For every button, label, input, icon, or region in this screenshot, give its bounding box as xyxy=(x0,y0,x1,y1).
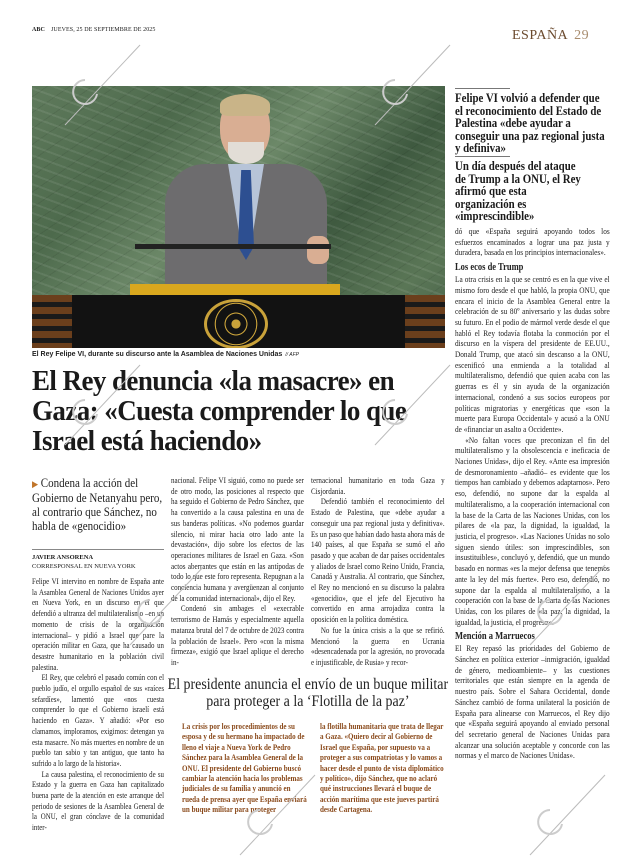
lectern-rail xyxy=(135,244,331,249)
paragraph: «No faltan voces que preconizan el fin del multilateralismo y la obsolescencia e ineficacia de Naciones Unidas», dijo el Rey. «Ante esa impresión de desmoronamiento –añadió– es evidente que los tiempos han cambiado y debemos adaptarnos». Pero eso, defendió, no supone dar la espalda al multilateralismo, a la cooperación internacional con la base de la Carta de las Naciones Unidas, con los pilares de «la paz, la dignidad, la igualdad, la justicia, el progreso». «Las Naciones Unidas no solo siguen siendo útiles: son imprescindibles, son insustituibles», concluyó y, defendió, que un mundo basado en normas «es la mejor defensa que tenemos ante la ley del más fuerte». Pero eso, defendió, no supone dar la espalda al multilateralismo, a la cooperación con la base de la Carta de las Naciones Unidas, con los pilares de «la paz, la dignidad, la igualdad, la justicia, el progreso». xyxy=(455,434,610,627)
divider xyxy=(32,549,164,550)
page-header-left xyxy=(32,27,156,33)
main-photo xyxy=(32,86,445,348)
photo-credit: // AFP xyxy=(285,352,299,358)
paragraph: No fue la única crisis a la que se refirió. Mencionó la guerra en Ucrania «desencadenada por la agresión, no provocada e injustificable, de Rusia» y recor- xyxy=(311,624,445,667)
paragraph: nacional. Felipe VI siguió, como no puede ser de otro modo, las posiciones al respecto que ha seguido el Gobierno de Pedro Sánchez, que ha convertido a la causa palestina en una de sus banderas políticas. «No podemos guardar silencio, ni mirar hacia otro lado ante la devastación», dijo sobre los efectos de las operaciones militares de Israel en Gaza. «Son actos aberrantes que están en las antípodas de todo lo que este foro representa. Repugnan a la conciencia humana y avergüenzan al conjunto de la comunidad internacional», dijo el Rey. xyxy=(171,475,304,603)
paragraph: El Rey, que celebró el pasado común con el pueblo judío, el orgullo español de sus «raíces sefardíes», lamentó que «nos cuesta comprender lo que el Gobierno israelí está haciendo en Gaza». Y añadió: «Por eso clamamos, imploramos, exigimos: detengan ya esta masacre. No más muertes en nombre de un pueblo tan sabio y tan antiguo, que tanto ha sufrido a lo largo de la historia». xyxy=(32,672,164,768)
subheading: Los ecos de Trump xyxy=(455,262,524,274)
sidebar-headline: El presidente anuncia el envío de un buque militar para proteger a la ‘Flotilla de la paz’ xyxy=(167,676,449,710)
pullquote-1: Felipe VI volvió a defender que el reconocimiento del Estado de Palestina «debe ayudar a conseguir una paz regional justa y definiva» xyxy=(455,91,605,156)
sidebar-text-1: La crisis por los procedimientos de su esposa y de su hermano ha impactado de lleno el viaje a Nueva York de Pedro Sánchez para la Asamblea General de la ONU. El presidente del Gobierno buscó cambiar la atención hacia los problemas judiciales de su familia y anunció en rueda de prensa ayer que España enviará un buque militar para proteger xyxy=(182,722,307,815)
speaker-hand xyxy=(307,236,329,264)
deck xyxy=(32,476,164,533)
pullquote-rule xyxy=(455,156,510,157)
paragraph: El Rey repasó las prioridades del Gobierno de Sánchez en política exterior –inmigración, igualdad de género, medioambiente– y las cuestiones territoriales que están siempre en la agenda de nuestro país. Sobre el Sahara Occidental, donde Sánchez cambió de forma unilateral la posición de España para alinearse con Marruecos, el Rey dijo que «España seguirá apoyando al enviado personal del secretario general de Naciones Unidas para alcanzar una solución aceptable y concorde con las normas y el marco de Naciones Unidas». xyxy=(455,643,610,761)
paragraph: Condenó sin ambages el «execrable terrorismo de Hamás y especialmente aquella matanza brutal del 7 de octubre de 2023 contra la población de Israel». Pero «con la misma firmeza», exigió que Israel aplique el derecho in- xyxy=(171,603,304,667)
paragraph: dó que «España seguirá apoyando todos los esfuerzos encaminados a lograr una paz justa y duradera, basada en los principios internacionales». xyxy=(455,226,610,258)
paragraph: La causa palestina, el reconocimiento de su Estado y la guerra en Gaza han capitalizado buena parte de la atención en este arranque del periodo de sesiones de la Asamblea General de la ONU, el gran cónclave de la comunidad inter- xyxy=(32,768,164,833)
triangle-bullet-icon: ▶ xyxy=(32,479,39,489)
page-number: 29 xyxy=(574,28,590,43)
deck-text: Condena la acción del Gobierno de Netanyahu pero, al contrario que Sánchez, no habla de «genocidio» xyxy=(32,476,163,533)
body-column-2 xyxy=(171,475,304,668)
subheading: Mención a Marruecos xyxy=(455,631,535,643)
byline xyxy=(32,553,136,571)
pullquote-rule xyxy=(455,88,510,89)
author-name: JAVIER ANSORENA xyxy=(32,554,94,561)
issue-date: JUEVES, 25 DE SEPTIEMBRE DE 2025 xyxy=(50,27,156,33)
podium-stripes-right xyxy=(405,295,445,348)
caption-text: El Rey Felipe VI, durante su discurso ante la Asamblea de Naciones Unidas xyxy=(32,351,283,358)
speaker-beard xyxy=(228,142,264,164)
un-emblem-icon xyxy=(204,299,268,348)
watermark-logo xyxy=(520,770,610,860)
podium-stripes-left xyxy=(32,295,72,348)
author-role: CORRESPONSAL EN NUEVA YORK xyxy=(32,563,136,570)
section-name: ESPAÑA xyxy=(512,28,569,43)
speaker-hair xyxy=(220,94,270,116)
body-column-1 xyxy=(32,576,164,833)
paragraph: Felipe VI intervino en nombre de España ante la Asamblea General de Naciones Unidos ayer en Nueva York, en un discurso en el que defendió a ultranza del multilateralismo –en un momento de crisis de la organización internacional– y pidió a Israel que pare la operación militar en Gaza, que ha causado un desastre humanitario en la población civil palestina. xyxy=(32,576,164,672)
photo-caption xyxy=(32,351,299,358)
body-column-right xyxy=(455,226,610,761)
paragraph: Defendió también el reconocimiento del Estado de Palestina, que «debe ayudar a conseguir una paz regional justa y definitiva». Es un paso que habían dado hasta ahora más de 140 países, al que España se sumó el año pasado y que acaban de dar países occidentales y aliados de Israel como Reino Unido, Francia, Canadá y Australia. Al contrario, que Sánchez, el Rey no mencionó en su discurso la palabra «genocidio», que el jefe del Ejecutivo ha convertido en arma arrojadiza contra la oposición en la política doméstica. xyxy=(311,496,445,625)
sidebar-text-2: la flotilla humanitaria que trata de llegar a Gaza. «Quiero decir al Gobierno de Israel que España, por supuesto va a proteger a sus compatriotas y lo vamos a hacer desde el punto de vista diplomático y político», dijo Sánchez, que no aclaró qué instrucciones llevará el buque de acción marítima que este jueves partirá desde Cartagena. xyxy=(320,722,444,815)
body-column-3 xyxy=(311,475,445,668)
main-headline: El Rey denuncia «la masacre» en Gaza: «Cuesta comprender lo que Israel está haciendo» xyxy=(32,365,407,457)
section-header xyxy=(512,28,589,44)
paragraph: La otra crisis en la que se centró es en la que vive el mismo foro desde el que habló, la propia ONU, que encara el inicio de la Asamblea General entre la celebración de su 80º aniversario y las dudas sobre su futuro. En el podio de mármol verde desde el que habló el Rey todavía flotaba la conmoción por el discurso en la víspera del presidente de EE.UU., Donald Trump, que atacó sin descanso a la ONU, escenificó una enmienda a la totalidad al multilateralismo, defendió que quien acaba con las guerras es él y sin ayuda de la organización internacional, condenó a sus socios europeos por políticas migratorias y energéticas que «son la muerte para Europa Occidental» y acusó a la ONU de «financiar un asalto a Occidente». xyxy=(455,274,610,434)
lectern-top xyxy=(130,284,340,295)
paper-name: ABC xyxy=(32,27,45,33)
pullquote-2: Un día después del ataque de Trump a la ONU, el Rey afirmó que esta organización es «imprescindible» xyxy=(455,159,581,224)
paragraph: ternacional humanitario en toda Gaza y Cisjordania. xyxy=(311,475,445,496)
